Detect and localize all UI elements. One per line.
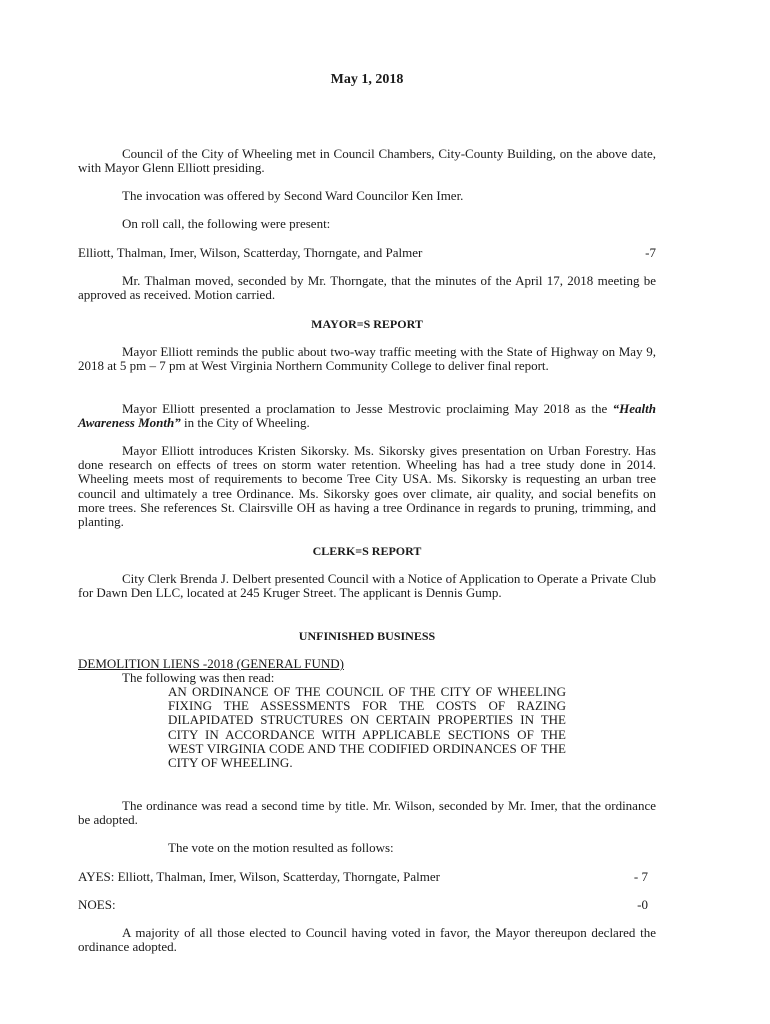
present-count: -7 — [645, 245, 656, 260]
noes-count: -0 — [637, 897, 648, 912]
page-title: May 1, 2018 — [330, 72, 404, 87]
proclamation-paragraph — [78, 402, 656, 430]
invocation-paragraph — [78, 189, 656, 203]
present-row — [78, 246, 656, 260]
demolition-liens-subheading: DEMOLITION LIENS -2018 (GENERAL FUND) — [78, 656, 344, 671]
rollcall-paragraph — [78, 217, 656, 231]
majority-paragraph — [78, 926, 656, 954]
ayes-row — [78, 870, 656, 884]
noes-label: NOES: — [78, 897, 116, 912]
traffic-text: Mayor Elliott reminds the public about two-way traffic meeting with the State of Highway on May 9, 2018 at 5 pm – 7 pm at West Virginia Northern Community College to deliver final report. — [78, 344, 656, 374]
traffic-paragraph — [78, 345, 656, 373]
sikorsky-text: Mayor Elliott introduces Kristen Sikorsky. Ms. Sikorsky gives presentation on Urban Forestry. Has done research on effects of trees on storm water retention. Wheeling has had a tree study done in 2014. Wheeling meets most of requirements to become Tree City USA. Ms. Sikorsky is requesting an urban tree council and ultimately a tree Ordinance. Ms. Sikorsky goes over climate, air quality, and social benefits on more trees. She references St. Clairsville OH as having a tree Ordinance in regards to pruning, trimming, and planting. — [78, 443, 656, 530]
present-names: Elliott, Thalman, Imer, Wilson, Scatterday, Thorngate, and Palmer — [78, 245, 423, 260]
proclamation-text-end: in the City of Wheeling. — [180, 415, 310, 431]
clerk-report-heading: CLERK=S REPORT — [312, 544, 422, 558]
ayes-names: AYES: Elliott, Thalman, Imer, Wilson, Scatterday, Thorngate, Palmer — [78, 869, 440, 884]
invocation-text: The invocation was offered by Second Ward Councilor Ken Imer. — [122, 188, 464, 203]
mayor-report-heading: MAYOR=S REPORT — [311, 317, 423, 331]
unfinished-business-heading: UNFINISHED BUSINESS — [298, 629, 436, 643]
health-awareness-month: “Health Awareness Month” — [78, 401, 656, 431]
rollcall-text: On roll call, the following were present: — [122, 216, 331, 231]
council-paragraph — [78, 147, 656, 175]
minutes-paragraph — [78, 274, 656, 302]
proclamation-text: Mayor Elliott presented a proclamation to Jesse Mestrovic proclaiming May 2018 as the — [122, 401, 613, 416]
ayes-count: - 7 — [633, 869, 648, 884]
read-line: The following was then read: — [122, 670, 275, 685]
clerk-paragraph — [78, 572, 656, 600]
noes-row — [78, 898, 656, 912]
second-reading-paragraph — [78, 799, 656, 827]
ordinance-block: AN ORDINANCE OF THE COUNCIL OF THE CITY OF WHEELING FIXING THE ASSESSMENTS FOR THE COSTS OF RAZING DILAPIDATED STRUCTURES ON CERTAIN PROPERTIES IN THE CITY IN ACCORDANCE WITH APPLICABLE SECTIONS OF THE WEST VIRGINIA CODE AND THE CODIFIED ORDINANCES OF THE CITY OF WHEELING. — [168, 684, 566, 771]
majority-text: A majority of all those elected to Council having voted in favor, the Mayor thereupon declared the ordinance adopted. — [78, 925, 656, 955]
council-text: Council of the City of Wheeling met in Council Chambers, City-County Building, on the above date, with Mayor Glenn Elliott presiding. — [78, 146, 656, 176]
sikorsky-paragraph — [78, 444, 656, 529]
vote-line: The vote on the motion resulted as follows: — [168, 840, 394, 855]
second-reading-text: The ordinance was read a second time by title. Mr. Wilson, seconded by Mr. Imer, that the ordinance be adopted. — [78, 798, 656, 828]
minutes-text: Mr. Thalman moved, seconded by Mr. Thorngate, that the minutes of the April 17, 2018 meeting be approved as received. Motion carried. — [78, 273, 656, 303]
clerk-text: City Clerk Brenda J. Delbert presented Council with a Notice of Application to Operate a Private Club for Dawn Den LLC, located at 245 Kruger Street. The applicant is Dennis Gump. — [78, 571, 656, 601]
